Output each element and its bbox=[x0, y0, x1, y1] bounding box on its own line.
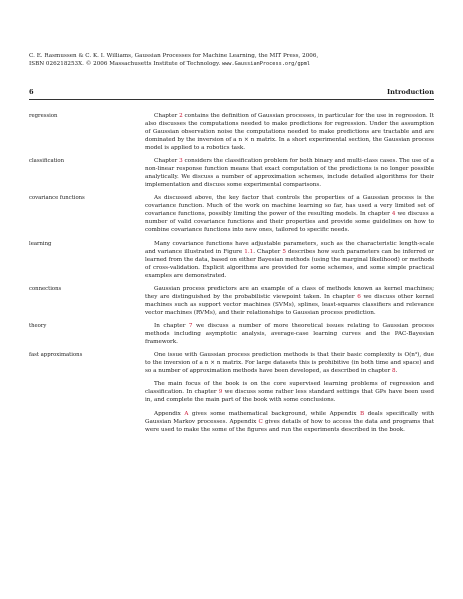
page-number: 6 bbox=[29, 88, 34, 96]
paragraph-appendices bbox=[29, 410, 434, 434]
paragraph-text: The main focus of the book is on the core supervised learning problems of regression and classification. In chapter 9 we discuss some rather less standard settings that GPs have been used in, and complete the main part of the book with some conclusions. bbox=[145, 381, 434, 404]
margin-note: covariance functions bbox=[29, 195, 85, 202]
cross-reference-link[interactable]: 9 bbox=[218, 389, 223, 396]
paragraph-text: In chapter 7 we discuss a number of more theoretical issues relating to Gaussian process methods including asymptotic analysis, average-case learning curves and the PAC-Bayesian framework. bbox=[145, 322, 435, 345]
running-head bbox=[29, 88, 434, 100]
paragraph-text: Chapter 2 contains the definition of Gaussian processes, in particular for the use in regression. It also discusses the computations needed to make predictions for regression. Under the assumption of Gaussian observation noise the computations needed to make predictions are tractable and are dominated by the inversion of a n × n matrix. In a short experimental section, the Gaussian process model is applied to a robotics task. bbox=[145, 113, 434, 151]
paragraph-main-focus bbox=[29, 380, 434, 404]
margin-note: fast approximations bbox=[29, 352, 83, 359]
cross-reference-link[interactable]: 2 bbox=[179, 113, 183, 119]
paragraph-text: Many covariance functions have adjustable parameters, such as the characteristic length-scale and variance illustrated in Figure 1.1. Chapter 5 describes how such parameters can be inferred or learned from the data, based on either Bayesian methods (using the marginal likelihood) or methods of cross-validation. Explicit algorithms are provided for some schemes, and some simple practical examples are demonstrated. bbox=[145, 240, 435, 279]
paragraph-text: Appendix A gives some mathematical background, while Appendix B deals specifically with Gaussian Markov processes. Appendix C gives details of how to access the data and programs that were used to make the some of the figures and run the experiments described in the book. bbox=[145, 410, 434, 433]
paragraph-covariance-functions bbox=[29, 194, 434, 234]
paragraph-text: Gaussian process predictors are an example of a class of methods known as kernel machines; they are distinguished by the probabilistic viewpoint taken. In chapter 6 we discuss other kernel machines such as support vector machines (SVMs), splines, least-squares classifiers and relevance vector machines (RVMs), and their relationships to Gaussian process prediction. bbox=[145, 285, 434, 316]
paragraph-text: As discussed above, the key factor that controls the properties of a Gaussian process is the covariance function. Much of the work on machine learning so far, has used a very limited set of covariance functions, possibly limiting the power of the resulting models. In chapter 4 we discuss a number of valid covariance functions and their properties and provide some guidelines on how to combine covariance functions into new ones, tailored to specific needs. bbox=[145, 195, 434, 234]
cross-reference-link[interactable]: 1.1 bbox=[244, 248, 254, 255]
cross-reference-link[interactable]: B bbox=[359, 410, 365, 417]
paragraph-regression bbox=[29, 112, 434, 152]
paragraph-theory bbox=[29, 322, 434, 346]
paragraph-text: One issue with Gaussian process prediction methods is that their basic complexity is O(n³), due to the inversion of a n × n matrix. For large datasets this is prohibitive (in both time and space) and so a number of approximation methods have been developed, as described in chapter 8. bbox=[145, 352, 434, 375]
paragraph-classification bbox=[29, 157, 434, 189]
margin-note: learning bbox=[29, 240, 52, 247]
copyright-notice bbox=[29, 52, 439, 68]
copyright-line-1: C. E. Rasmussen & C. K. I. Williams, Gaussian Processes for Machine Learning, the MIT Press, 2006, bbox=[29, 53, 319, 59]
website-link[interactable]: www.GaussianProcess.org/gpml bbox=[222, 61, 311, 67]
margin-note: classification bbox=[29, 158, 65, 165]
cross-reference-link[interactable]: 5 bbox=[282, 248, 286, 255]
paragraph-learning bbox=[29, 240, 434, 280]
paragraph-text: Chapter 3 considers the classification problem for both binary and multi-class cases. The use of a non-linear response function means that exact computation of the predictions is no longer possible analytically. We discuss a number of approximation schemes, include detailed algorithms for their implementation and discuss some experimental comparisons. bbox=[145, 158, 434, 189]
cross-reference-link[interactable]: 8 bbox=[391, 368, 396, 375]
copyright-text: ISBN 026218253X. © 2006 Massachusetts Institute of Technology. bbox=[29, 61, 221, 67]
paragraph-connections bbox=[29, 285, 434, 317]
margin-note: connections bbox=[29, 285, 62, 292]
body-text bbox=[29, 112, 434, 439]
cross-reference-link[interactable]: 7 bbox=[188, 322, 193, 329]
cross-reference-link[interactable]: 6 bbox=[357, 293, 361, 300]
cross-reference-link[interactable]: 3 bbox=[179, 158, 183, 165]
cross-reference-link[interactable]: A bbox=[184, 410, 189, 417]
cross-reference-link[interactable]: C bbox=[258, 418, 263, 425]
paragraph-fast-approximations bbox=[29, 351, 434, 375]
cross-reference-link[interactable]: 4 bbox=[391, 211, 396, 218]
copyright-line-2 bbox=[29, 60, 439, 68]
margin-note: regression bbox=[29, 113, 58, 119]
margin-note: theory bbox=[29, 322, 47, 329]
chapter-title: Introduction bbox=[387, 88, 434, 96]
